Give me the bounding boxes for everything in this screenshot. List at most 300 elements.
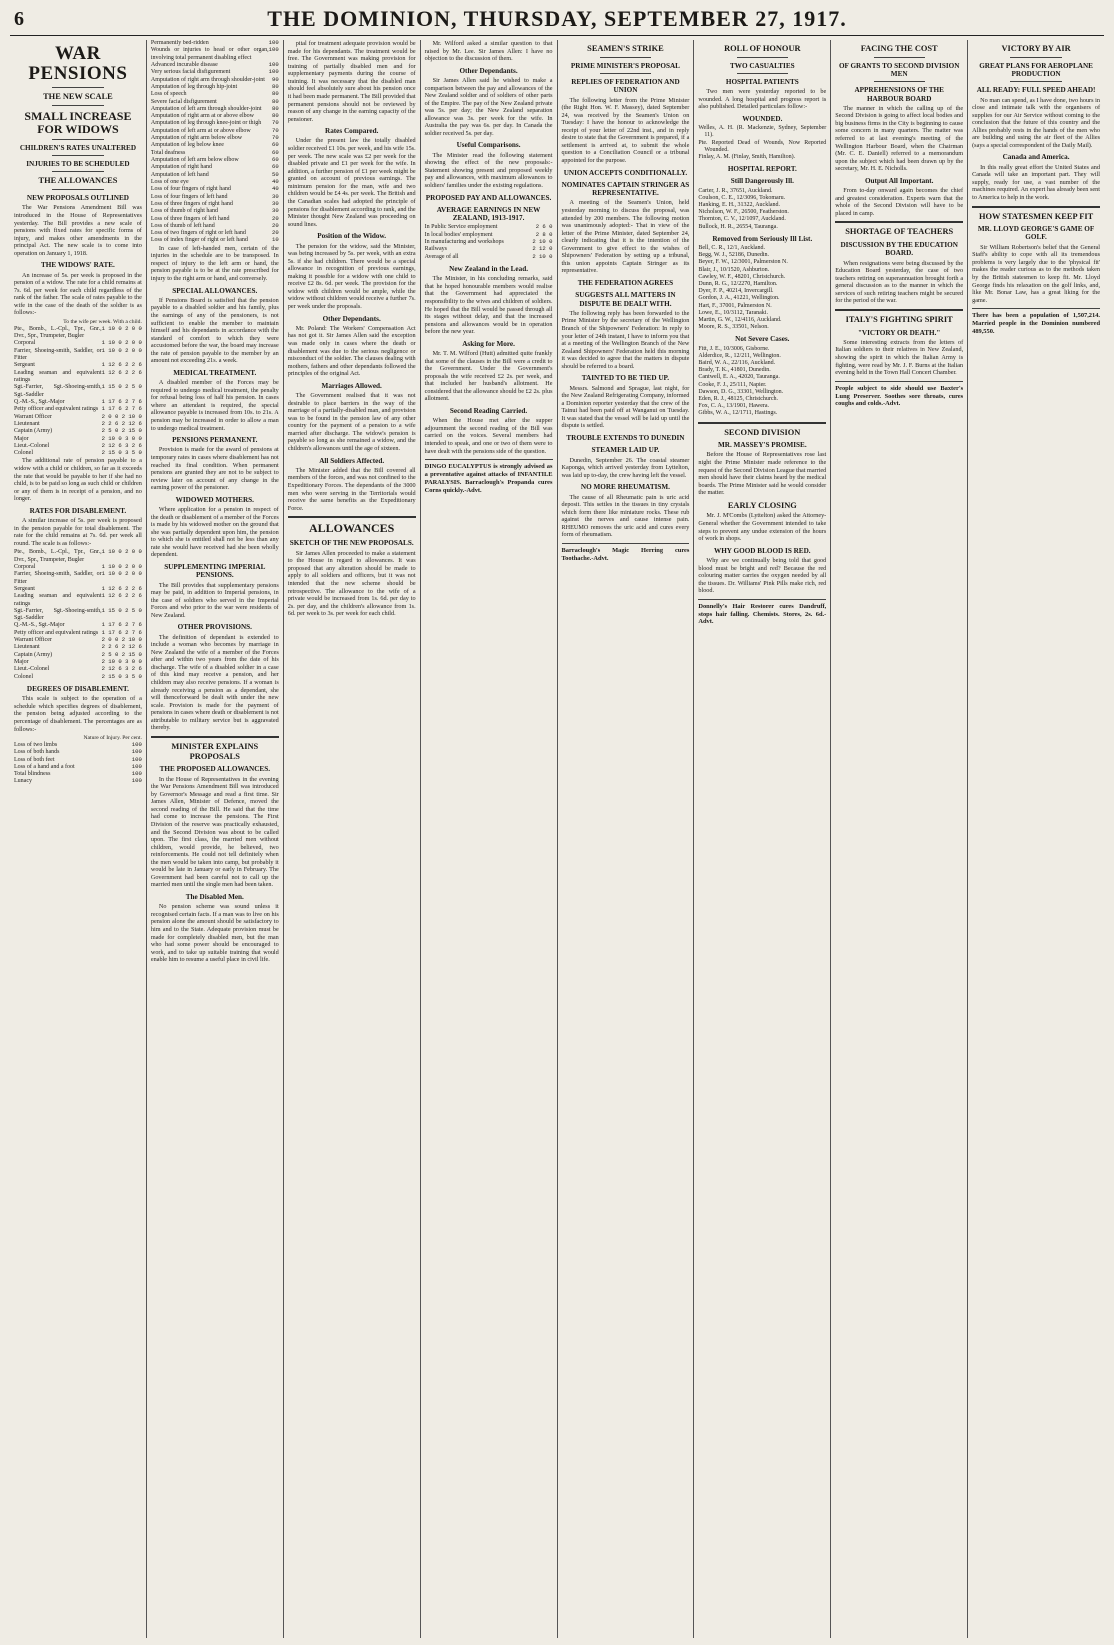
row-label: Corporal <box>14 563 36 570</box>
row-value: 100 <box>131 762 142 770</box>
subhead: ALL READY: FULL SPEED AHEAD! <box>976 86 1096 95</box>
article-paragraph: In this really great effort the United States and Canada will take an important part. They will supply, ready for use, a vast number of the machines required. An expert has already been sent to America to help in the work. <box>972 163 1100 201</box>
row-label: Loss of three fingers of right hand <box>150 200 233 207</box>
row-value: 30 <box>272 207 279 215</box>
section-subhead: Still Dangerously Ill. <box>730 177 794 186</box>
table-row <box>14 348 142 363</box>
table-row <box>14 450 142 457</box>
article-paragraph: The Minister read the following statement showing the effect of the new proposals:- Statement showing present and proposed weekly pay and allowances, with maximum allowances to soldiers' families under the existing regulations. <box>424 151 553 189</box>
row-value: 2 15 0 3 5 0 <box>101 672 142 680</box>
list-item: Lowe, E., 10/3112, Taranaki. <box>698 309 768 316</box>
list-item: Nicholson, W. F., 26500, Featherston. <box>698 209 789 216</box>
article-paragraph: Why are we continually being told that good blood must be bright and red? Because the red colouring matter carries the oxygen needed by all the tissues. Dr. Williams' Pink Pills make rich, red blood. <box>698 557 827 595</box>
row-label: Amputation of left hand <box>150 171 209 178</box>
list-item: Bell, C. R., 12/1, Auckland. <box>698 245 766 252</box>
section-subhead: SKETCH OF THE NEW PROPOSALS. <box>289 539 414 548</box>
section-head: THE WIDOWS' RATE. <box>41 261 115 270</box>
table-row <box>151 91 279 98</box>
war-pensions-headline: WAR PENSIONS <box>28 43 128 84</box>
row-label: Leading seaman and equivalent ratings <box>14 369 102 383</box>
section-head: HOSPITAL REPORT. <box>727 165 797 174</box>
row-value: 100 <box>268 40 279 46</box>
disablement-rates-table <box>14 549 142 681</box>
row-label: Amputation of right arm below elbow <box>150 135 243 142</box>
row-label: Q.-M.-S., Sgt.-Major <box>14 622 65 629</box>
list-item: Hanking, E. H., 31322, Auckland. <box>698 202 781 209</box>
article-paragraph: The additional rate of pension payable to a widow with a child or children, so far as it exceeds the rate that would be payable to her if she had no child, is to be paid so long as such child or children or any of them is in receipt of a pension, and no longer. <box>14 457 142 503</box>
row-value: 60 <box>272 141 279 149</box>
masthead <box>10 6 1104 36</box>
list-item: Baird, W. A., 22/116, Auckland. <box>698 360 776 366</box>
section-head: OTHER PROVISIONS. <box>177 623 252 632</box>
row-label: Farrier, Shoeing-smith, Saddler, or Fitter <box>14 347 102 362</box>
table-row <box>151 142 279 149</box>
list-item: Beyer, F. W., 12/3001, Palmerston N. <box>698 259 788 266</box>
row-value: 80 <box>272 104 279 112</box>
row-value: 1 17 6 2 7 6 <box>101 621 142 629</box>
row-label: Amputation of left arm at or above elbow <box>150 127 251 134</box>
table-row <box>151 77 279 84</box>
table-row <box>151 150 279 157</box>
row-value: 40 <box>272 185 279 193</box>
row-value: 1 15 0 2 5 0 <box>101 383 142 391</box>
article-paragraph: The definition of dependant is extended to include a woman who becomes by marriage in New Zealand the wife of a member of the Forces after and within two years from the date of his discharge. The wife of a disabled soldier in a case of this kind may receive a pension, and her children may also receive pensions. If a woman is already receiving a pension as a dependant, she will thenceforward be dealt with under the new scale. Provision is made for the payment of pensions in cases where death or disablement is not attributable to military service but is aggravated thereby. <box>150 633 279 732</box>
divider <box>1010 81 1061 82</box>
row-label: Colonel <box>14 450 33 457</box>
row-label: Amputation of left arm through shoulder-joint <box>150 105 262 112</box>
article-paragraph: Dunedin, September 26. The coastal steamer Kaponga, which arrived yesterday from Lyttelton, was laid up to-day, the crew having left the vessel. <box>561 456 690 479</box>
widows-rates-table <box>14 326 142 458</box>
row-value: 2 2 6 2 12 6 <box>101 419 142 427</box>
row-label: In Public Service employment <box>424 224 498 231</box>
divider <box>835 221 963 223</box>
advertisement: Barraclough's Magic Herring cures Toothache.-Advt. <box>562 543 690 563</box>
row-value: 2 10 0 3 0 0 <box>101 434 142 442</box>
list-item: Fox, C. A., 13/1901, Hawera. <box>698 403 770 410</box>
table-row <box>14 608 142 623</box>
column-8 <box>968 40 1104 1638</box>
table-row <box>151 120 279 127</box>
row-value: 100 <box>268 46 279 54</box>
list-item: Dunn, R. G., 12/2270, Hamilton. <box>698 281 778 288</box>
row-label: Permanently bed-ridden <box>150 40 209 46</box>
row-label: Railways <box>424 246 447 253</box>
row-label: Sergeant <box>14 362 35 369</box>
article-paragraph: Sir James Allen proceeded to make a statement to the House in regard to allowances. It was proposed that any alteration should be made to apply to all soldiers and officers, but it was not intended that the new scheme should be retrospective. The allowance to the wife of a private would be increased from 1s. 6d. per day to 2s. per day, and the children's allowance from 1s. 6d. per week to 3s. per week for each child. <box>287 549 416 618</box>
row-label: Amputation of right arm through shoulder-joint <box>150 76 265 83</box>
table-row <box>14 549 142 564</box>
list-item: Moore, R. S., 33501, Nelson. <box>698 324 769 331</box>
section-head: WHY GOOD BLOOD IS RED. <box>714 546 811 555</box>
section-head: ALLOWANCES <box>309 521 395 536</box>
row-value: 1 17 6 2 7 6 <box>101 405 142 413</box>
row-label: Petty officer and equivalent ratings <box>14 406 99 413</box>
list-item: Begg, W. J., 52186, Dunedin. <box>698 252 770 259</box>
section-head: PROPOSED PAY AND ALLOWANCES. <box>425 193 552 202</box>
divider <box>1010 57 1061 58</box>
row-label: Amputation of left arm below elbow <box>150 157 239 163</box>
row-value: 2 15 0 3 5 0 <box>101 449 142 457</box>
divider <box>52 189 103 190</box>
section-head: Other Dependants. <box>322 314 381 323</box>
table-header: Nature of Injury. Per cent. <box>83 735 142 742</box>
article-paragraph: Mr. Poland: The Workers' Compensation Act has not got it. Sir James Allen said the exception was made only in cases where the death or disablement was due to the serious negligence or misconduct of the soldier. The clauses dealing with mothers, fathers and other dependants followed the principles of the original Act. <box>287 324 416 378</box>
subhead: NEW PROPOSALS OUTLINED <box>26 194 129 203</box>
article-paragraph: The Minister, in his concluding remarks, said that he hoped honourable members would realise that the Government had appreciated the responsibility to the wives and children of soldiers. He hoped that the Bill would be passed through all its stages without delay, and that the increased pensions and allowances would be in operation before the new year. <box>424 275 553 336</box>
section-head: Second Reading Carried. <box>449 406 528 415</box>
article-paragraph: The Minister added that the Bill covered all members of the forces, and was not confined to the Expeditionary Forces. The dependants of the 3000 men who were serving in the Territorials would receive the same benefits as the Expeditionary Force. <box>287 466 416 512</box>
article-paragraph: Mr. Wilford asked a similar question to that raised by Mr. Lee. Sir James Allen: I have no objection to the discussion of them. <box>424 40 553 63</box>
section-head: Rates Compared. <box>325 127 379 136</box>
column-5 <box>558 40 695 1638</box>
row-label: Lieut.-Colonel <box>14 666 50 673</box>
divider <box>600 57 651 58</box>
section-head: TAINTED TO BE TIED UP. <box>581 374 670 383</box>
article-paragraph: A meeting of the Seamen's Union, held yesterday morning to discuss the proposal, was attended by 200 members. The following motion was unanimously adopted:- That in view of the letter of the Prime Minister, dated September 24, clearly indicating that it is the intention of the Government to give effect to the wishes of Shipowners' Federation by setting up a tribunal, this union appoints Captain Stringer as its representative. <box>561 199 690 275</box>
injury-schedule-table <box>151 40 279 245</box>
section-subhead: DISCUSSION BY THE EDUCATION BOARD. <box>840 241 958 258</box>
table-row <box>14 674 142 681</box>
row-label: Lieut.-Colonel <box>14 442 50 449</box>
table-row <box>151 186 279 193</box>
row-value: 2 0 0 2 10 0 <box>101 636 142 644</box>
divider <box>737 57 788 58</box>
section-subhead: Not Severe Cases. <box>735 335 790 344</box>
table-row <box>151 237 279 244</box>
article-paragraph: When the House met after the supper adjournment the second reading of the Bill was carried on the voices. Several members had intended to speak, and one or two of them were to have dealt with the pensions side of the question. <box>424 417 553 455</box>
divider <box>52 87 103 88</box>
divider <box>52 171 103 172</box>
row-label: Lieutenant <box>14 420 40 427</box>
divider <box>835 309 963 311</box>
list-item: Pte. Reported Dead of Wounds, Now Reported Wounded. <box>698 139 827 153</box>
row-value: 1 10 0 2 0 0 <box>101 548 142 556</box>
row-label: Warrant Officer <box>14 413 52 420</box>
row-label: Lunacy <box>14 778 32 785</box>
row-value: 2 2 6 2 12 6 <box>101 643 142 651</box>
advertisement: DINGO EUCALYPTUS is strongly advised as a preventative against attacks of INFANTILE PARALYSIS. Barraclough's Propanda cures Corns quickly.-Advt. <box>425 459 553 494</box>
table-row <box>151 47 279 62</box>
article-paragraph: A similar increase of 5s. per week is proposed in the pension payable for total disablement. The rate for the child remains at 7s. 6d. per week all round. The scale is as follows:- <box>14 517 142 547</box>
row-label: Q.-M.-S., Sgt.-Major <box>14 398 65 405</box>
row-value: 100 <box>131 748 142 756</box>
row-value: 80 <box>272 90 279 98</box>
list-item: Cooke, F. J., 25/111, Napier. <box>698 381 767 388</box>
divider <box>288 516 416 518</box>
list-item: Dawson, D. G., 33301, Wellington. <box>698 388 784 395</box>
section-head: THE FEDERATION AGREES <box>577 279 674 288</box>
row-value: 2 5 0 2 15 0 <box>101 427 142 435</box>
row-label: Amputation of right arm at or above elbow <box>150 113 255 120</box>
section-subhead: NOMINATES CAPTAIN STRINGER AS REPRESENTATIVE. <box>561 180 690 198</box>
article-paragraph: Before the House of Representatives rose last night the Prime Minister made reference to the request of the Second Division League that married men should have their claims heard by the medical boards. The Prime Minister said he would consider the matter. <box>698 451 827 497</box>
column-1 <box>10 40 147 1638</box>
row-label: Loss of one eye <box>150 178 189 185</box>
section-subhead: MR. MASSEY'S PROMISE. <box>717 441 807 450</box>
article-paragraph: The Bill provides that supplementary pensions may be paid, in addition to Imperial pensions, in the case of soldiers who served in the Imperial Forces and who prior to the war were residents of New Zealand. <box>150 581 279 619</box>
list-item: Eden, R. J., 48125, Christchurch. <box>698 395 779 402</box>
row-label: Loss of thumb of left hand <box>150 222 215 229</box>
divider <box>698 422 826 424</box>
row-label: In manufacturing and workshops <box>424 239 504 246</box>
section-head: WIDOWED MOTHERS. <box>175 495 254 504</box>
list-item: Cawley, W. F., 48201, Christchurch. <box>698 273 786 280</box>
row-value: 60 <box>272 163 279 171</box>
row-label: Captain (Army) <box>14 651 53 658</box>
article-paragraph: Two men were yesterday reported to be wounded. A long hospital and progress report is also published. Detailed particulars follow:- <box>698 88 827 111</box>
row-label: Amputation of leg through knee-joint or thigh <box>150 120 262 127</box>
section-head: All Soldiers Affected. <box>319 456 385 465</box>
divider <box>737 73 788 74</box>
section-head: RATES FOR DISABLEMENT. <box>29 506 127 515</box>
row-value: 1 15 0 2 5 0 <box>101 606 142 614</box>
section-subhead: "VICTORY OR DEATH." <box>857 328 941 337</box>
list-item: Cantwell, E. A., 42020, Tauranga. <box>698 374 780 381</box>
row-label: Amputation of right hand <box>150 164 213 171</box>
wounded-list <box>698 125 826 161</box>
row-value: 20 <box>272 221 279 229</box>
list-item: Alderdice, R., 12/211, Wellington. <box>698 352 781 359</box>
row-value: 60 <box>272 156 279 163</box>
section-subhead: THE PROPOSED ALLOWANCES. <box>159 765 271 774</box>
article-paragraph: Provision is made for the award of pensions at temporary rates in cases where disablement has not reached its final condition. When permanent pensions are granted they are not to be subject to review later on account of any change in the earning power of the pensioner. <box>150 446 279 492</box>
row-value: 2 10 0 <box>532 238 553 246</box>
section-head: WOUNDED. <box>742 114 783 123</box>
row-value: 30 <box>272 192 279 200</box>
list-item: Fitt, J. E., 10/3006, Gisborne. <box>698 345 770 352</box>
column-6 <box>694 40 831 1638</box>
table-row <box>151 99 279 106</box>
table-row <box>14 593 142 608</box>
section-head: PENSIONS PERMANENT. <box>172 436 258 445</box>
article-paragraph: The War Pensions Amendment Bill was introduced in the House of Representatives yesterday. The Bill provides a new scale of pensions with fixed rates for specific forms of injury, and makes other amendments in the principal Act. The new scale is to come into operation on January 1, 1918. <box>14 204 142 257</box>
row-label: Loss of two fingers of right or left hand <box>150 230 246 237</box>
row-value: 2 8 0 <box>535 230 553 238</box>
divider <box>52 155 103 156</box>
section-head: EARLY CLOSING <box>727 500 797 510</box>
table-row <box>151 128 279 135</box>
article-paragraph: When resignations were being discussed by the Education Board yesterday, the case of two teachers retiring on superannuation brought forth a general discussion as to the manner in which the services of such retiring teachers might be secured for the period of the war. <box>835 259 964 305</box>
row-value: 1 12 6 2 2 6 <box>101 592 142 600</box>
row-label: Loss of both hands <box>14 749 60 756</box>
row-value: 1 12 6 2 2 6 <box>101 361 142 369</box>
list-item: Gibbs, W. A., 12/1711, Hastings. <box>698 410 778 417</box>
table-row <box>14 749 142 756</box>
subhead: APPREHENSIONS OF THE HARBOUR BOARD <box>854 86 944 103</box>
section-subhead: Removed from Seriously Ill List. <box>712 234 813 243</box>
table-row <box>14 778 142 785</box>
table-row <box>151 69 279 76</box>
section-head: NO MORE RHEUMATISM. <box>580 483 670 492</box>
column-7 <box>831 40 968 1638</box>
list-item: Carter, J. R., 37651, Auckland. <box>698 187 773 194</box>
row-label: Pte., Bomb., L.-Cpl., Tpr., Gnr., Dvr., Spr., Trumpeter, Bugler <box>14 549 102 563</box>
table-row <box>151 40 279 47</box>
row-label: Total deafness <box>150 149 186 156</box>
row-value: 80 <box>272 82 279 90</box>
subhead: THE NEW SCALE <box>43 91 113 101</box>
row-label: Wounds or injuries to head or other organ, involving total permanent disabling effect <box>150 47 269 61</box>
row-value: 2 12 6 3 2 6 <box>101 441 142 449</box>
article-paragraph: A disabled member of the Forces may be required to undergo medical treatment, the penalty for refusal being loss of half his pension. In cases where an attendant is required, the special allowance payable is increased from 10s. to 21s. A pension may be increased in order to allow a man to undergo medical treatment. <box>150 379 279 432</box>
article-paragraph: No pension scheme was sound unless it recognised certain facts. If a man was to live on his pension alone the amount should be satisfactory to him and to the State. Adequate provision must be made for completely disabled men, but the man who had some power should be encouraged to work, and to take up suitable training that would enable him to resume a useful place in civil life. <box>150 903 279 964</box>
row-value: 80 <box>272 112 279 120</box>
article-paragraph: The pension for the widow, said the Minister, was being increased by 5s. per week, with an extra 5s. if she had children. There would be a special allowance in recognition of previous earnings, making it possible for a widow with one child to receive £2 8s. 6d. per week. The provision for the widow with children would be ample, while the widow without children would receive a further 7s. per week under the proposals. <box>287 242 416 310</box>
table-header: To the wife per week. With a child. <box>63 319 142 325</box>
section-subhead: STEAMER LAID UP. <box>591 446 660 455</box>
section-head: SHORTAGE OF TEACHERS <box>845 227 954 237</box>
row-value: 100 <box>268 68 279 76</box>
list-item: Bullock, H. R., 26554, Tauranga. <box>698 223 778 230</box>
row-label: Loss of a hand and a foot <box>14 763 75 770</box>
subhead: OF GRANTS TO SECOND DIVISION MEN <box>838 61 960 78</box>
divider <box>874 81 925 82</box>
article-paragraph: Some interesting extracts from the letters of Italian soldiers to their relatives in New Zealand, showing the spirit in which the Italian Army is fighting, were read by Mr. J. F. Burns at the Italian evening held in the Town Hall Concert Chamber. <box>835 338 964 377</box>
list-item: Gordon, J. A., 41221, Wellington. <box>698 295 780 302</box>
section-head: ITALY'S FIGHTING SPIRIT <box>845 314 953 324</box>
article-paragraph: From to-day onward again becomes the chief and greatest consideration. Experts warn that the whole of the Second Division will have to be placed in camp. <box>835 187 964 217</box>
row-value: 1 17 6 2 7 6 <box>101 397 142 405</box>
victory-by-air-headline: VICTORY BY AIR <box>1001 44 1071 53</box>
row-label: Loss of index finger of right or left hand <box>150 237 248 244</box>
table-row <box>151 208 279 215</box>
row-value: 50 <box>272 170 279 178</box>
row-value: 1 10 0 2 0 0 <box>101 346 142 354</box>
row-value: 2 10 0 3 0 0 <box>101 658 142 666</box>
row-label: Loss of four fingers of right hand <box>150 186 231 193</box>
section-head: The Disabled Men. <box>185 893 244 901</box>
table-label: AVERAGE EARNINGS IN NEW ZEALAND, 1913-1917. <box>436 205 541 223</box>
subhead: HOSPITAL PATIENTS <box>725 77 799 86</box>
section-head: Marriages Allowed. <box>321 381 382 390</box>
row-label: Warrant Officer <box>14 637 52 644</box>
row-value: 70 <box>272 134 279 142</box>
newspaper-columns <box>10 40 1104 1638</box>
row-value: 80 <box>272 97 279 105</box>
article-paragraph: The manner in which the calling up of the Second Division is going to affect local bodies and big business firms in the City is beginning to cause some concern in many quarters. The matter was referred to at last evening's meeting of the Wellington Harbour Board, when the Chairman (Mr. C. E. Daniell) referred to a memorandum upon the subject which had been drawn up by the secretary, Mr. H. E. Nicholls. <box>835 104 964 173</box>
row-value: 1 12 6 2 2 6 <box>101 584 142 592</box>
article-paragraph: Under the present law the totally disabled soldier received £1 10s. per week, and his wife 15s. per week. The new scale was £2 per week for the disabled private and £1 per week for the wife. In addition, a further pension of £1 per week might be granted on account of previous earnings. The minimum pension for the man, wife and two children would be £4 4s. per week. The British and the Canadian scales had adopted the principle of pensions for disablement according to rank, and the Minister thought New Zealand was proceeding on sound lines. <box>287 137 416 228</box>
row-label: In local bodies' employment <box>424 231 493 238</box>
row-value: 70 <box>272 119 279 127</box>
degrees-table <box>14 742 142 786</box>
row-label: Leading seaman and equivalent ratings <box>14 593 102 607</box>
divider <box>600 73 651 74</box>
section-subhead: MR. LLOYD GEORGE'S GAME OF GOLF. <box>977 225 1095 242</box>
article-paragraph: No man can spend, as I have done, two hours in close and intimate talk with the organisers of supplies for our Air Service without coming to the conclusion that the future of this country and the Allies probably rests in the hands of the men who are building and using the air fleet of the Allies (says a special correspondent of the Daily Mail). <box>972 96 1100 149</box>
article-paragraph: Messrs. Salmond and Sprague, last night, for the New Zealand Refrigerating Company, informed a Dominion reporter yesterday that the crew of the Tainui had been paid off at Wanganui on Tuesday. It was stated that the vessel will be laid up until the dispute is settled. <box>561 384 690 430</box>
table-row <box>14 370 142 385</box>
row-label: Petty officer and equivalent ratings <box>14 629 99 636</box>
table-row <box>14 384 142 399</box>
table-row <box>14 326 142 341</box>
article-paragraph: Sir William Robertson's belief that the General Staff's ability to cope with all its tremendous problems is very largely due to the 'physical fit' makes the reader curious as to the methods taken by the British statesmen to keep fit. Mr. Lloyd George finds his relaxation on the golf links, and, like Mr. Bonar Law, has a great liking for the game. <box>972 243 1100 304</box>
row-value: 1 12 6 2 2 6 <box>101 368 142 376</box>
subhead: REPLIES OF FEDERATION AND UNION <box>571 77 680 95</box>
table-row <box>14 771 142 778</box>
subhead: GREAT PLANS FOR AEROPLANE PRODUCTION <box>979 61 1093 78</box>
row-value: 1 17 6 2 7 6 <box>101 628 142 636</box>
article-paragraph: This scale is subject to the operation of a schedule which specifies degrees of disablement, the pension being adjusted according to the percentage of disablement. The percentages are as follows:- <box>14 695 142 733</box>
row-label: Colonel <box>14 673 33 680</box>
row-label: Captain (Army) <box>14 428 53 435</box>
article-paragraph: pital for treatment adequate provision would be made for his dependants. The treatment would be free. The Government was making provision for training of partially disabled men and for supplementary payments during the course of training. It was necessary that the disabled man should feel absolutely sure about his pension once it had been made permanent. The Bill provided that permanent pensions should not be reviewed by reason of any change in the earning capacity of the pensioner. <box>287 40 416 123</box>
page-number: 6 <box>14 8 24 30</box>
table-row <box>14 757 142 764</box>
row-value: 100 <box>131 770 142 778</box>
article-paragraph: The cause of all Rheumatic pain is uric acid deposit. This settles in the tissues in tiny crystals which form there like miniature rocks. These rub against the nerves and cause intense pain. RHEUMO removes the uric acid and cures every form of rheumatism. <box>561 493 690 539</box>
subhead: CHILDREN'S RATES UNALTERED <box>19 143 137 152</box>
row-label: Major <box>14 659 29 666</box>
row-value: 2 12 0 <box>532 245 553 253</box>
table-row <box>425 254 553 261</box>
divider <box>972 206 1100 208</box>
column-4 <box>421 40 558 1638</box>
article-paragraph: An increase of 5s. per week is proposed in the pension of a widow. The rate for a child remains at 7s. 6d. per week for each child regardless of the rank of the father. The scale of rates payable to the wife in the case of the death of the soldier is as follows:- <box>14 271 142 317</box>
row-value: 1 10 0 2 0 0 <box>101 570 142 578</box>
section-head: MEDICAL TREATMENT. <box>173 368 257 377</box>
divider <box>52 105 103 106</box>
row-label: Loss of three fingers of left hand <box>150 215 230 222</box>
section-head: UNION ACCEPTS CONDITIONALLY. <box>563 168 688 177</box>
divider <box>874 57 925 58</box>
section-head: SPECIAL ALLOWANCES. <box>172 286 258 295</box>
list-item: Brady, T. K., 41801, Dunedin. <box>698 367 771 374</box>
row-value: 100 <box>131 740 142 748</box>
section-head: Output All Important. <box>864 176 934 185</box>
row-label: Farrier, Shoeing-smith, Saddler, or Fitter <box>14 571 102 585</box>
row-label: Loss of speech <box>150 91 187 98</box>
row-label: Very serious facial disfigurement <box>150 69 231 76</box>
row-label: Loss of both feet <box>14 756 55 763</box>
row-value: 100 <box>131 755 142 763</box>
table-row <box>151 216 279 223</box>
article-paragraph: In the House of Representatives in the evening the War Pensions Amendment Bill was introduced by Governor's Message and read a first time. Sir James Allen, Minister of Defence, moved the second reading of the Bill. He said that the time had come to increase the pensions. The First Division of the reserve was practically exhausted, and the Second Division was about to be called upon. The first class, the married men without children, would provide, he believed, two reinforcements. He could not tell definitely when the men would be taken into camp, but probably it would be late in January or early in February. The Government had been careful not to call up the married men until the single men had been taken. <box>150 775 279 889</box>
row-value: 30 <box>272 199 279 207</box>
column-3 <box>284 40 421 1638</box>
row-label: Sergeant <box>14 585 35 592</box>
article-paragraph: Where application for a pension in respect of the death or disablement of a member of the Forces is made by his widowed mother on the ground that she was partially dependent upon him, the pension to which she is entitled shall not be less than any rate she would have received had she been wholly dependent. <box>150 506 279 559</box>
casualty-list <box>698 245 826 331</box>
section-head: HOW STATESMEN KEEP FIT <box>978 211 1094 221</box>
row-value: 20 <box>272 229 279 237</box>
list-item: Martin, G. W., 12/4116, Auckland. <box>698 316 782 323</box>
subhead: SMALL INCREASE FOR WIDOWS <box>24 108 132 136</box>
row-value: 2 5 0 2 15 0 <box>101 650 142 658</box>
list-item: Coulson, C. E., 12/3096, Tokomaru. <box>698 194 786 201</box>
section-head: MINISTER EXPLAINS PROPOSALS <box>171 741 259 761</box>
section-head: Asking for More. <box>462 339 515 348</box>
row-value: 90 <box>272 75 279 83</box>
column-2 <box>147 40 284 1638</box>
row-value: 2 6 0 <box>535 223 553 231</box>
table-row <box>151 164 279 171</box>
table-row <box>14 764 142 771</box>
article-paragraph: The following letter from the Prime Minister (the Right Hon. W. F. Massey), dated September 24, was received by the Seamen's Union on Tuesday: I have the honour to acknowledge the receipt of your letter of 22nd inst., and in reply desire to state that the Government is prepared, if a settlement is arrived at, to submit the whole question to a Conciliation Council or a tribunal appointed for the purpose. <box>561 96 690 164</box>
article-paragraph: Mr. T. M. Wilford (Hutt) admitted quite frankly that some of the clauses in the Bill were a credit to the Government. Under the Government's proposals the wife received £2 2s. per week, and that included her husband's allotment. He considered that the allowance should be £2 2s. plus allotment. <box>424 350 553 403</box>
list-item: Blair, J., 10/1520, Ashburton. <box>698 266 770 273</box>
row-label: Sgt.-Farrier, Sgt.-Shoeing-smith, Sgt.-Saddler <box>14 384 102 398</box>
casualty-list <box>698 188 826 231</box>
row-value: 20 <box>272 214 279 222</box>
list-item: Welles, A. H. (R. Mackenzie, Sydney, September 11). <box>698 125 827 139</box>
list-item: Finlay, A. M. (Finlay, Smith, Hamilton). <box>698 153 796 160</box>
row-label: Severe facial disfigurement <box>150 98 217 105</box>
row-label: Advanced incurable disease <box>150 61 218 68</box>
divider <box>151 736 279 738</box>
earnings-table <box>425 224 553 261</box>
row-value: 100 <box>268 60 279 68</box>
